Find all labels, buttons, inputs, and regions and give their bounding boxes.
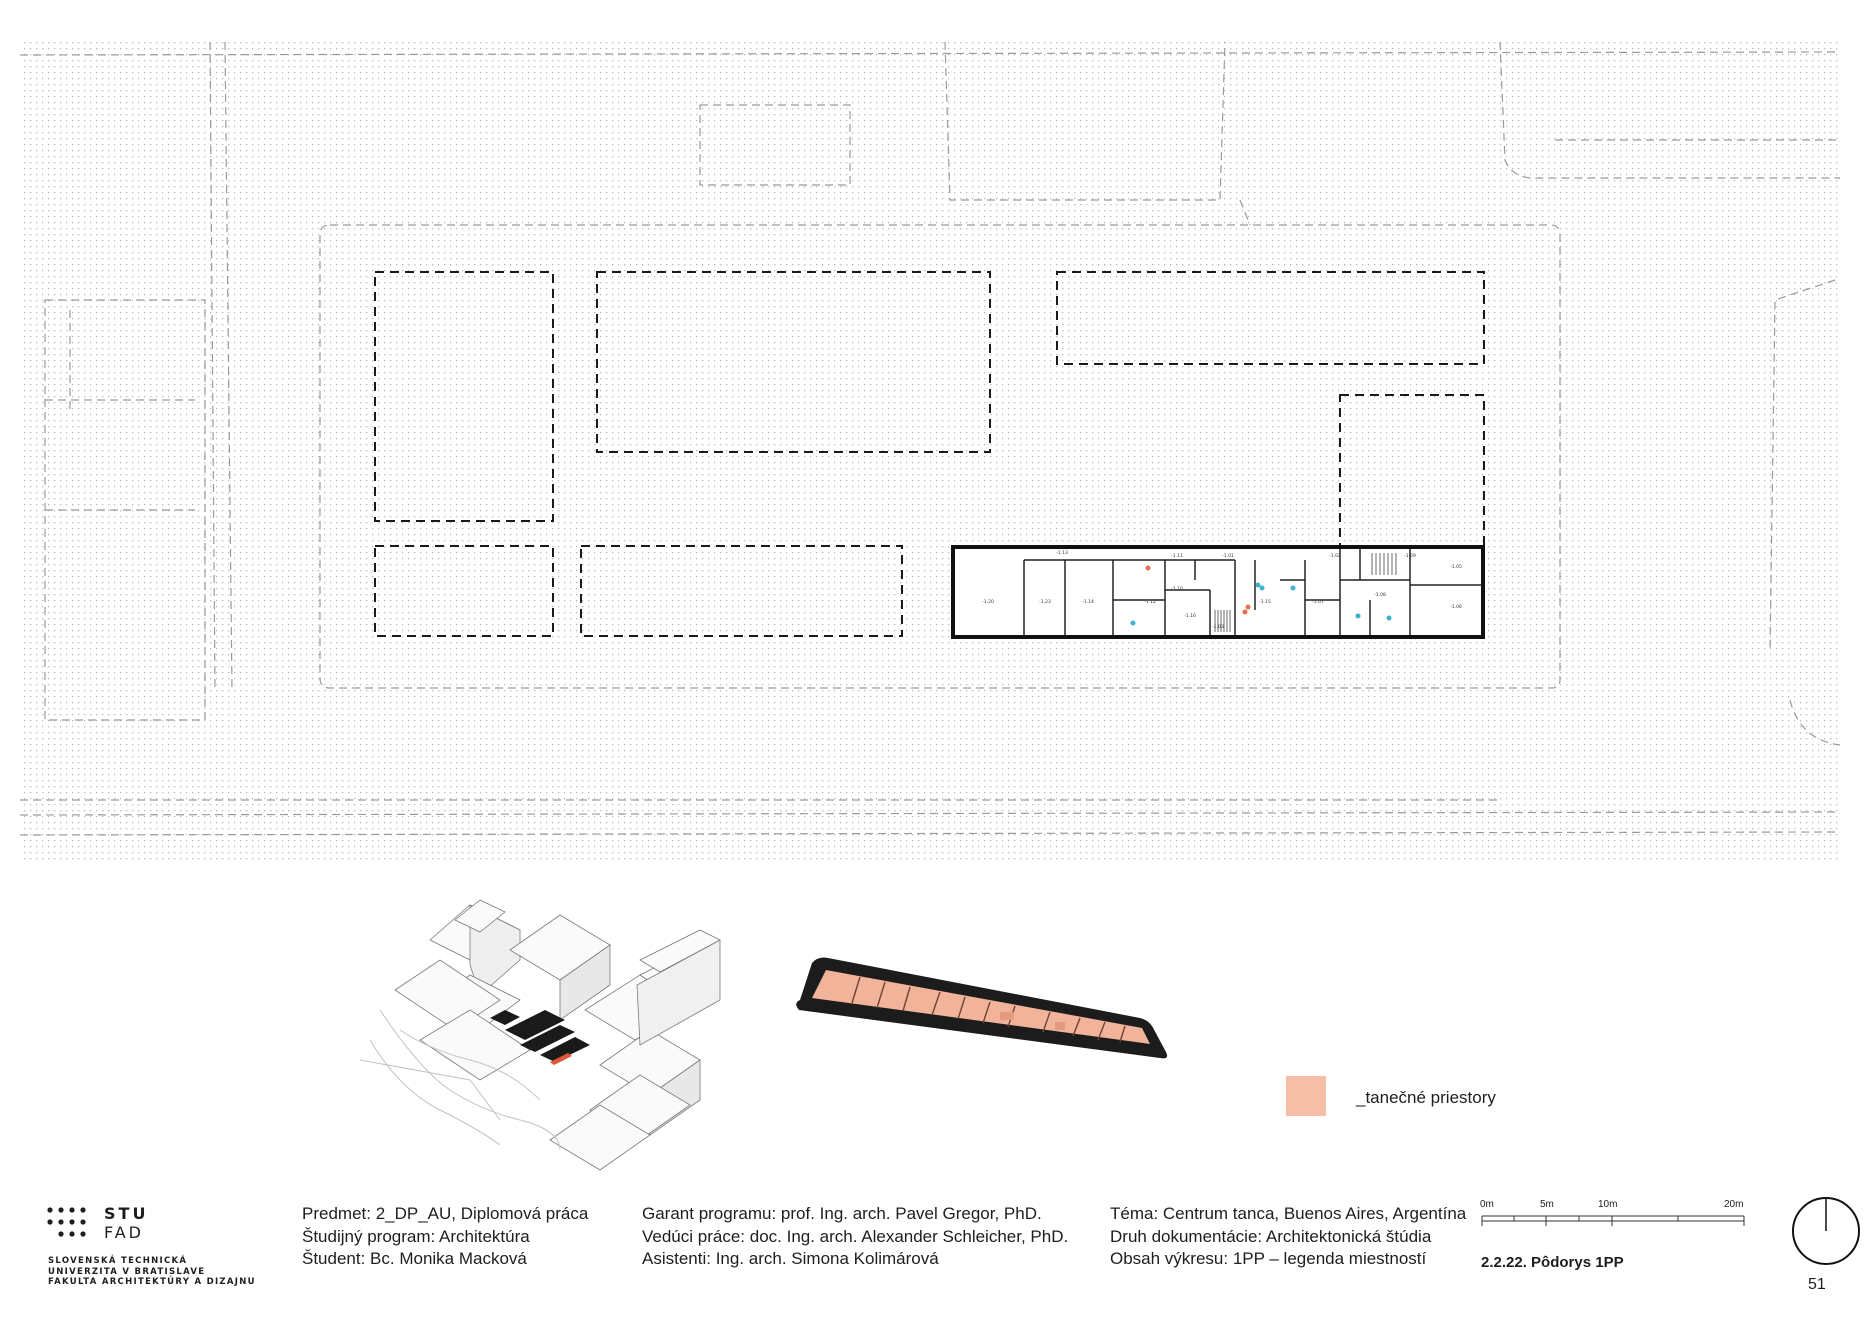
room-label: -1.12: [1144, 600, 1156, 605]
logo-fad: FAD: [104, 1223, 144, 1242]
logo-stu: STU: [104, 1204, 149, 1223]
scale-label-10: 10m: [1598, 1199, 1618, 1210]
supervisor-line: Vedúci práce: doc. Ing. arch. Alexander Schleicher, PhD.: [642, 1226, 1069, 1246]
room-label: -1.08: [1374, 593, 1386, 598]
titleblock-column-3: [1110, 1203, 1466, 1271]
room-label: -1.20: [982, 600, 994, 605]
study-program-line: Študijný program: Architektúra: [302, 1226, 530, 1246]
institution-name: [48, 1256, 256, 1288]
room-label: -1.13: [1056, 551, 1068, 556]
room-label: -1.09: [1404, 554, 1416, 559]
room-label: -1.03: [1212, 625, 1224, 630]
page-number: 51: [1808, 1276, 1826, 1293]
legend-label: _tanečné priestory: [1356, 1088, 1496, 1107]
drawing-content-line: Obsah výkresu: 1PP – legenda miestností: [1110, 1249, 1427, 1268]
room-label: -1.10: [1171, 587, 1183, 592]
topic-line: Téma: Centrum tanca, Buenos Aires, Argentína: [1110, 1204, 1467, 1223]
room-label: -1.06: [1450, 605, 1462, 610]
basement-axonometry: [796, 958, 1167, 1059]
assistants-line: Asistenti: Ing. arch. Simona Kolimárová: [642, 1249, 939, 1268]
titleblock-column-1: [302, 1203, 588, 1271]
room-label: -1.23: [1039, 600, 1051, 605]
room-label: -1.14: [1082, 600, 1094, 605]
scale-label-0: 0m: [1480, 1199, 1494, 1210]
subject-line: Predmet: 2_DP_AU, Diplomová práca: [302, 1204, 589, 1223]
north-arrow-icon: [1791, 1196, 1861, 1266]
logo-dots-icon: [46, 1206, 94, 1240]
scale-label-5: 5m: [1540, 1199, 1554, 1210]
legend-swatch-dance-spaces: [1286, 1076, 1326, 1116]
institution-line-2: UNIVERZITA V BRATISLAVE: [48, 1266, 206, 1277]
institution-line-3: FAKULTA ARCHITEKTÚRY A DIZAJNU: [48, 1277, 256, 1287]
room-label: -1.02: [1329, 554, 1341, 559]
program-guarantor-line: Garant programu: prof. Ing. arch. Pavel Gregor, PhD.: [642, 1204, 1042, 1223]
titleblock-column-2: [642, 1203, 1068, 1271]
scale-bar: [1480, 1212, 1750, 1228]
documentation-type-line: Druh dokumentácie: Architektonická štúdia: [1110, 1226, 1432, 1246]
stu-fad-logo: [46, 1206, 94, 1245]
room-label: -1.07: [1312, 600, 1324, 605]
room-label: -1.16: [1184, 614, 1196, 619]
room-label: -1.11: [1171, 554, 1183, 559]
sheet-title: 2.2.22. Pôdorys 1PP: [1481, 1254, 1624, 1271]
room-label: -1.01: [1222, 554, 1234, 559]
scale-label-20: 20m: [1724, 1199, 1744, 1210]
room-label: -1.15: [1259, 600, 1271, 605]
student-line: Študent: Bc. Monika Macková: [302, 1249, 527, 1268]
institution-line-1: SLOVENSKÁ TECHNICKÁ: [48, 1256, 188, 1266]
room-label: -1.05: [1450, 565, 1462, 570]
